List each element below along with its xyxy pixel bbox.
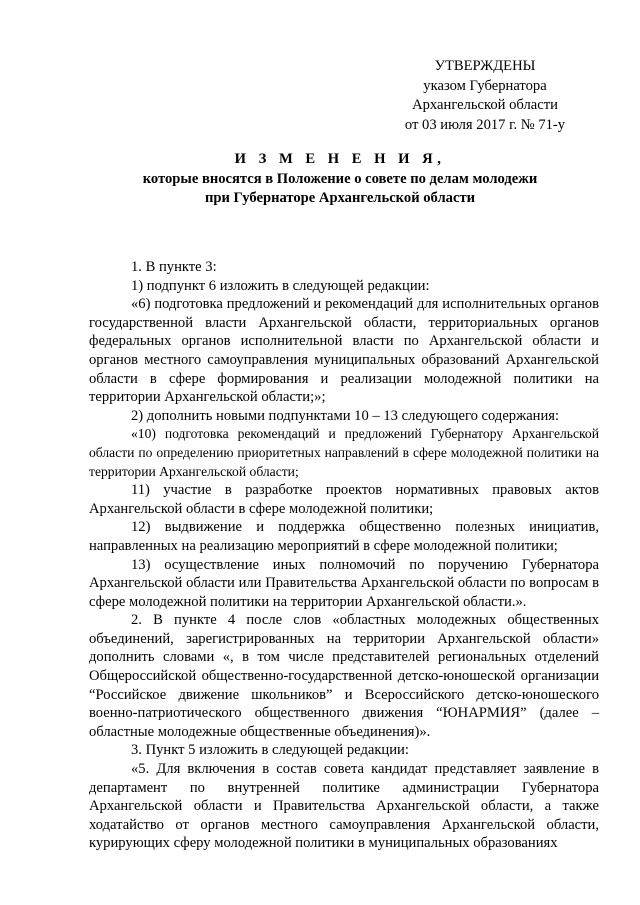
paragraph-subitem-11-text: 11) участие в разработке проектов нормативных правовых актов Архангельской области в сфере молодежной политики; [89, 482, 599, 517]
approval-block [390, 57, 580, 135]
paragraph-subitem-13-text: 13) осуществление иных полномочий по поручению Губернатора Архангельской области или Правительства Архангельской области по вопросам в сфере молодежной политики на территории Архангельской области.». [89, 556, 599, 610]
paragraph-subitem-10-text: «10) подготовка рекомендаций и предложений Губернатору Архангельской области по определению приоритетных направлений в сфере молодежной политики на территории Архангельской области; [89, 426, 599, 479]
document-heading [60, 150, 620, 209]
document-title: И З М Е Н Е Н И Я, [234, 151, 446, 167]
approval-status: УТВЕРЖДЕНЫ [434, 58, 536, 74]
approval-date: от 03 июля 2017 г. № 71-у [404, 116, 566, 133]
paragraph-subitem-12-text: 12) выдвижение и поддержка общественно полезных инициатив, направленных на реализацию мероприятий в сфере молодежной политики; [89, 519, 599, 554]
paragraph-subitem-1: 1) подпункт 6 изложить в следующей редакции: [131, 277, 430, 294]
approval-region: Архангельской области [412, 97, 558, 113]
document-subtitle-line2: при Губернаторе Архангельской области [204, 190, 476, 206]
paragraph-subitem-2: 2) дополнить новыми подпунктами 10 – 13 следующего содержания: [131, 407, 560, 424]
paragraph-item-3: 3. Пункт 5 изложить в следующей редакции: [131, 742, 409, 759]
paragraph-item-1: 1. В пункте 3: [131, 259, 217, 275]
document-body [89, 258, 599, 853]
paragraph-item-5-text: «5. Для включения в состав совета кандидат представляет заявление в департамент по внутренней политике администрации Губернатора Архангельской области и Правительства Архангельской области, а также ходатайство от органов местного самоуправления Архангельской области, курирующих сферу молодежной политики в муниципальных образованиях [89, 761, 599, 852]
paragraph-item-2: 2. В пункте 4 после слов «областных молодежных общественных объединений, зарегистрированных на территории Архангельской области» дополнить словами «, в том числе представителей региональных отделений Общероссийской общественно-государственной детско-юношеской организации “Российское движение школьников” и Всероссийского детско-юношеского военно-патриотического общественного движения “ЮНАРМИЯ” (далее – областные молодежные общественные объединения)». [89, 612, 599, 740]
approval-authority: указом Губернатора [423, 77, 547, 94]
document-subtitle-line1: которые вносятся в Положение о совете по делам молодежи [142, 170, 538, 187]
paragraph-subitem-6-text: «6) подготовка предложений и рекомендаций для исполнительных органов государственной власти Архангельской области, территориальных органов федеральных органов исполнительной власти по Архангельской области и органов местного самоуправления муниципальных образований Архангельской области в сфере формирования и реализации молодежной политики на территории Архангельской области;»; [89, 296, 599, 406]
